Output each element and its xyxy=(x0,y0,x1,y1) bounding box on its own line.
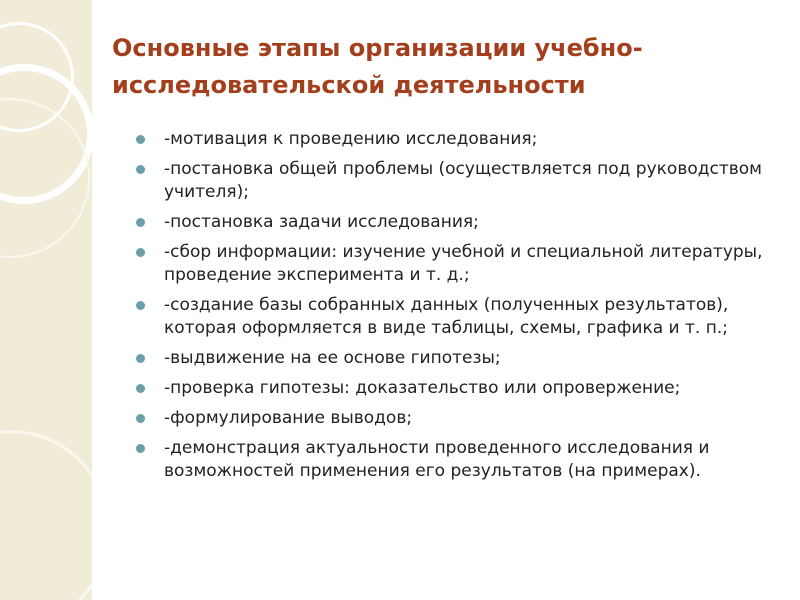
bullet-icon xyxy=(136,354,145,363)
list-item-text: -создание базы собранных данных (полученных результатов), которая оформляется в виде таблицы, схемы, графика и т. п.; xyxy=(164,295,729,338)
list-item xyxy=(136,347,776,370)
list-item xyxy=(136,294,776,340)
list-item-text: -сбор информации: изучение учебной и специальной литературы, проведение эксперимента и т. д.; xyxy=(164,242,763,285)
list-item xyxy=(136,241,776,287)
list-item xyxy=(136,211,776,234)
slide-title: Основные этапы организации учебно-исследовательской деятельности xyxy=(112,34,643,99)
list-item-text: -формулирование выводов; xyxy=(164,408,413,428)
bullet-icon xyxy=(136,165,145,174)
list-item-text: -выдвижение на ее основе гипотезы; xyxy=(164,348,501,368)
bullet-icon xyxy=(136,218,145,227)
list-item xyxy=(136,128,776,151)
bullet-icon xyxy=(136,444,145,453)
bullet-list xyxy=(136,128,776,490)
list-item xyxy=(136,377,776,400)
decorative-side-band xyxy=(0,0,92,600)
list-item-text: -мотивация к проведению исследования; xyxy=(164,129,538,149)
list-item-text: -проверка гипотезы: доказательство или опровержение; xyxy=(164,378,681,398)
bullet-icon xyxy=(136,384,145,393)
bullet-icon xyxy=(136,301,145,310)
list-item-text: -демонстрация актуальности проведенного исследования и возможностей применения его результатов (на примерах). xyxy=(164,438,710,481)
list-item xyxy=(136,407,776,430)
list-item xyxy=(136,437,776,483)
decorative-ring xyxy=(0,430,92,600)
list-item-text: -постановка общей проблемы (осуществляется под руководством учителя); xyxy=(164,159,762,202)
list-item-text: -постановка задачи исследования; xyxy=(164,212,479,232)
bullet-icon xyxy=(136,135,145,144)
bullet-icon xyxy=(136,248,145,257)
list-item xyxy=(136,158,776,204)
bullet-icon xyxy=(136,414,145,423)
